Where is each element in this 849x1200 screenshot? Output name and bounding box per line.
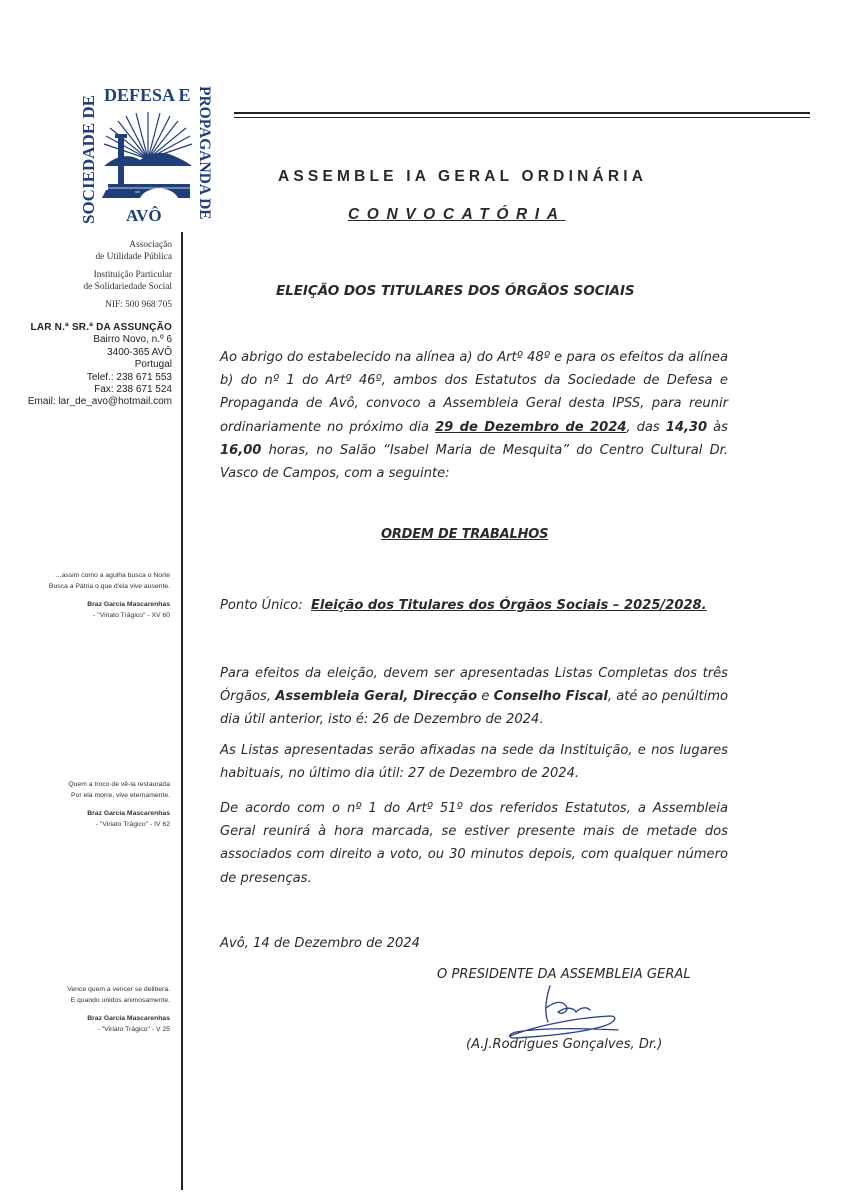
pillar-graphic [118, 136, 124, 186]
lists-text: , [403, 689, 414, 705]
quote-line: E quando unidos animosamente. [70, 997, 170, 1004]
document-subtitle: CONVOCATÓRIA [348, 206, 566, 223]
logo-emblem [78, 84, 216, 232]
header-rule [234, 117, 810, 118]
place-date: Avô, 14 de Dezembro de 2024 [220, 936, 420, 951]
document-heading: ELEIÇÃO DOS TITULARES DOS ÓRGÃOS SOCIAIS [276, 283, 635, 299]
fax: Fax: 238 671 524 [94, 384, 172, 396]
signatory-role: O PRESIDENTE DA ASSEMBLEIA GERAL [437, 967, 691, 982]
assoc-line2: de Utilidade Pública [95, 251, 172, 262]
institution-status [0, 240, 172, 312]
intro-text: horas, no Salão “Isabel Maria de Mesquita” do Centro Cultural Dr. Vasco de Campos, com a seguinte: [220, 442, 728, 482]
quote-line: ...assim como a agulha busca o Norte [55, 572, 170, 579]
intro-paragraph [220, 346, 728, 485]
assoc-line1: Associação [129, 240, 172, 250]
ipss-line1: Instituição Particular [93, 270, 172, 280]
contact-block [0, 322, 172, 409]
lists-paragraph [220, 662, 728, 732]
quote-line: Quem a troco de vê-la restaurada [68, 781, 170, 788]
country: Portugal [134, 359, 172, 371]
time-start: 14,30 [665, 419, 708, 435]
document-title: ASSEMBLE IA GERAL ORDINÁRIA [278, 168, 648, 185]
logo-text-bottom: AVÔ [126, 206, 162, 225]
agenda-item [220, 594, 728, 617]
sidebar-quote [0, 570, 170, 621]
intro-text: às [707, 419, 728, 435]
meeting-date: 29 de Dezembro de 2024 [435, 419, 627, 435]
organ-conselho: Conselho Fiscal [493, 689, 608, 705]
quote-line: Por ela morre, vive eternamente. [71, 792, 170, 799]
quote-author: Braz Garcia Mascarenhas [87, 810, 170, 817]
organ-assembleia: Assembleia Geral [275, 689, 404, 705]
time-end: 16,00 [220, 442, 262, 458]
logo-text-right: PROPAGANDA DE [196, 86, 213, 220]
quote-source: - "Viriato Trágico" - V 25 [97, 1026, 170, 1033]
logo-text-top: DEFESA E [104, 85, 191, 105]
organization-logo [78, 84, 216, 232]
agenda-item-text: Eleição dos Titulares dos Órgãos Sociais – 2025/2028. [310, 598, 707, 613]
quote-line: Busca a Pátria o que d'ela vive ausente. [48, 583, 170, 590]
quorum-paragraph: De acordo com o nº 1 do Artº 51º dos referidos Estatutos, a Assembleia Geral reunirá à hora marcada, se estiver presente mais de metade dos associados com direito a voto, ou 30 minutos depois, com qualquer número de presenças. [220, 801, 728, 886]
lists-text: , até ao penúltimo dia útil anterior, isto é: 26 de Dezembro de 2024. [220, 689, 729, 728]
phone: Telef.: 238 671 553 [86, 371, 172, 383]
lists-text: Para efeitos da eleição, devem ser apresentadas Listas Completas dos três Órgãos, [220, 666, 728, 705]
ipss-line2: de Solidariedade Social [83, 281, 172, 292]
organ-direccao: Direcção [413, 689, 478, 705]
quote-author: Braz Garcia Mascarenhas [87, 601, 170, 608]
address-line2: 3400-365 AVÔ [107, 346, 172, 358]
logo-text-left: SOCIEDADE DE [79, 95, 98, 224]
quote-author: Braz Garcia Mascarenhas [87, 1015, 170, 1022]
quote-source: - "Viriato Trágico" - IV 62 [95, 821, 170, 828]
signatory-name: (A.J.Rodrigues Gonçalves, Dr.) [466, 1037, 663, 1052]
nif: NIF: 500 968 705 [105, 300, 172, 310]
intro-text: , das [626, 419, 666, 435]
header-rule [234, 112, 810, 114]
sidebar-quote [0, 779, 170, 830]
sidebar-quote [0, 984, 170, 1035]
agenda-label: Ponto Único: [220, 598, 303, 613]
agenda-heading: ORDEM DE TRABALHOS [381, 527, 549, 542]
address-line1: Bairro Novo, n.º 6 [93, 334, 172, 346]
sidebar-divider [181, 232, 183, 1190]
lar-name: LAR N.ª SR.ª DA ASSUNÇÃO [30, 322, 172, 333]
posting-paragraph: As Listas apresentadas serão afixadas na sede da Instituição, e nos lugares habituais, no último dia útil: 27 de Dezembro de 2024. [220, 743, 728, 782]
lists-text: e [477, 689, 494, 705]
quote-source: - "Viriato Trágico" - XV 60 [93, 612, 170, 619]
intro-text: Ao abrigo do estabelecido na alínea a) do Artº 48º e para os efeitos da alínea b) do nº 1 do Artº 46º, ambos dos Estatutos da Sociedade de Defesa e Propaganda de Avô, convoco a Assembleia Geral desta IPSS, para reunir ordinariamente no próximo dia [220, 350, 728, 435]
email: Email: lar_de_avo@hotmail.com [27, 396, 172, 408]
quote-line: Vence quem a vencer se delibera. [67, 986, 170, 993]
